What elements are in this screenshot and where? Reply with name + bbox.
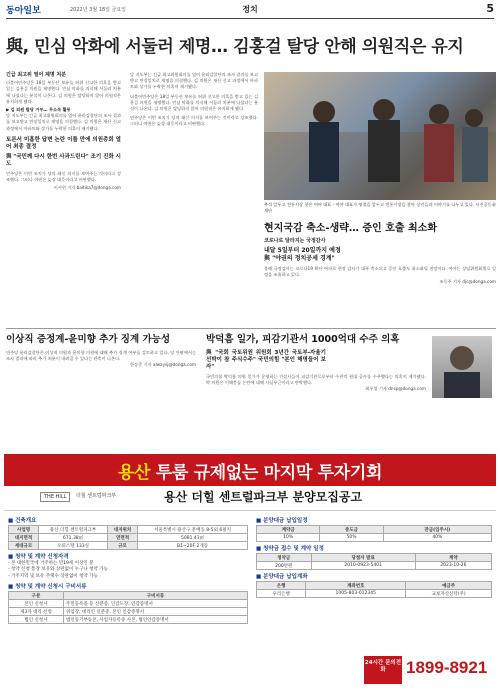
mid-byline: 조동주 기자 djc@donga.com <box>439 278 496 284</box>
issue-date: 2022년 3월 18일 금요일 <box>70 7 127 13</box>
table-row <box>9 616 248 624</box>
account-heading: ■ 분양대금 납입계좌 <box>256 574 308 580</box>
schedule-cell: 2010-0923-5401 <box>311 562 415 570</box>
account-header: 은행 <box>257 582 306 590</box>
bottom-mid-sub: 與 "국회 국토위원 위원회 3년간 국토부-자율기 선박이 참 주식수주" 국민의힘 "본인 해명들어 보자" <box>206 350 326 370</box>
page-number: 5 <box>486 2 494 15</box>
table-row <box>257 534 492 542</box>
table-row <box>257 590 492 598</box>
payment-heading: ■ 분양대금 납입일정 <box>256 518 308 524</box>
schedule-heading: ■ 청약금 접수 및 계약 일정 <box>256 546 324 552</box>
left-article <box>6 72 121 191</box>
schedule-cell: 200만원 <box>257 562 312 570</box>
ad-brand-name: 더힐 센트럴파크부 <box>76 493 117 499</box>
docs-header: 구분 <box>9 592 64 600</box>
section-name: 정치 <box>242 5 258 14</box>
bottom-left-byline: 한상준 기자 alwaysj@donga.com <box>130 362 196 368</box>
merit-item: - 본 대한민국에 거주하는 만19세 이상인 분 <box>8 561 94 566</box>
table-row <box>9 608 248 616</box>
merit-heading: ■ 청약 및 계약 신청자격 <box>8 554 69 560</box>
phone-box <box>364 652 496 688</box>
left-sub-1: ▶ 김 의원 탈당 거부… 무소속 활동 <box>6 107 71 113</box>
docs-header: 구비서류 <box>64 592 248 600</box>
table-row <box>9 542 248 550</box>
left-quote-2: 與 "국민께 다시 한번 사과드린다" 조기 진화 시도 <box>6 153 121 167</box>
account-cell: 우리은행 <box>257 590 306 598</box>
schedule-header: 계약 <box>415 554 491 562</box>
account-header: 예금주 <box>406 582 492 590</box>
docs-table <box>8 591 248 624</box>
mid-body: 올해 국정감사는 코로나19 확산 여파로 현장 감사가 대폭 축소되고 증인 호출도 최소화될 전망이다. 여야는 상임위원회별로 일정을 조율하고 있다. <box>264 266 496 278</box>
bottom-mid-article <box>206 334 426 393</box>
payment-cell: 40% <box>383 534 491 542</box>
account-header: 계좌번호 <box>306 582 406 590</box>
table-row <box>9 592 248 600</box>
photo-figures <box>264 72 496 200</box>
left-body-3: 민주당은 이번 조치가 당의 쇄신 의지를 보여주는 것이라고 강조했다. 그러나 야권은 늦장 대응이라고 비판했다. <box>6 170 121 183</box>
bottom-left-headline: 이상직 증정계-윤미향 추가 징계 가능성 <box>6 334 171 345</box>
ad-banner-main: 투룸 규제없는 마지막 투자기회 <box>155 463 383 483</box>
docs-cell: 법인등기부등본, 사업자등록증 사본, 법인인감증명서 <box>64 616 248 624</box>
docs-cell: 주민등록증 등 신분증, 인감도장, 인감증명서 <box>64 600 248 608</box>
payment-table <box>256 525 492 542</box>
payment-cell: 50% <box>320 534 383 542</box>
table-row <box>257 582 492 590</box>
merit-item: - 청약 신청 통장 보유와 상관없이 누구나 청약 가능 <box>8 567 109 573</box>
schedule-table <box>256 553 492 570</box>
ad-right-col <box>256 514 492 598</box>
left-kicker: 긴급 최고위 열어 제명 처분 <box>6 72 67 78</box>
table-row <box>257 554 492 562</box>
docs-heading: ■ 청약 및 계약 신청시 구비서류 <box>8 584 87 591</box>
table-row <box>257 562 492 570</box>
news-photo <box>264 72 496 200</box>
overview-cell: 대지면적 <box>9 534 39 542</box>
overview-cell: 사업명 <box>9 526 39 534</box>
main-headline: 與, 민심 악화에 서둘러 제명… 김홍걸 탈당 안해 의원직은 유지 <box>6 37 464 57</box>
payment-header: 중도금 <box>320 526 383 534</box>
real-estate-ad <box>4 454 496 689</box>
table-row <box>9 526 248 534</box>
payment-header: 잔금(입주시) <box>383 526 491 534</box>
bottom-mid-headline: 박덕흠 일가, 피감기관서 1000억대 수주 의혹 <box>206 334 400 345</box>
phone-label: 24시간 문의전화 <box>364 656 402 684</box>
overview-cell: B1~20F 2개동 <box>138 542 248 550</box>
account-cell: 교보자산신탁(주) <box>406 590 492 598</box>
schedule-cell: 2023-10-26 <box>415 562 491 570</box>
page-header <box>6 2 494 19</box>
bottom-left-article <box>6 334 196 369</box>
portrait-figure <box>432 336 492 398</box>
payment-header: 계약금 <box>257 526 320 534</box>
ad-banner-text <box>4 458 496 483</box>
overview-cell: 세대규모 <box>9 542 39 550</box>
ad-left-col <box>8 514 248 624</box>
left-quote-1: 토론서 미흡한 답변 논란 이틀 만에 의원총회 열어 최종 결정 <box>6 136 121 150</box>
docs-cell: 법인 신청시 <box>9 616 64 624</box>
bottom-mid-byline: 최우열 기자 dnsp@donga.com <box>365 386 426 392</box>
bottom-left-body: 민주당 윤리감찰단은 이상직 의원과 윤미향 의원에 대해 추가 징계 여부를 검토하고 있다. 당 안팎에서는 조사 결과에 따라 추가 처분이 내려질 수 있다는 관측이 나온다. <box>6 350 196 362</box>
portrait-photo <box>432 336 492 398</box>
overview-cell: 규모 <box>108 542 138 550</box>
ad-banner-highlight: 용산 <box>117 463 156 483</box>
docs-cell: 제3자 대리 신청 <box>9 608 64 616</box>
table-row <box>9 534 248 542</box>
schedule-header: 당첨자 발표 <box>311 554 415 562</box>
account-cell: 1005-803-012345 <box>306 590 406 598</box>
left-body-2: 당 지도부는 긴급 최고위원회의를 열어 윤리감찰단의 조사 결과를 보고받고 만장일치로 제명을 의결했다. 김 의원은 재산 신고 과정에서 아파트와 상가를 누락한 의혹이 제기됐다. <box>6 113 121 131</box>
newspaper-logo: 동아일보 <box>6 6 41 16</box>
overview-cell: 5081.41㎡ <box>138 534 248 542</box>
table-row <box>9 600 248 608</box>
mid-article <box>264 222 496 285</box>
payment-cell: 10% <box>257 534 320 542</box>
overview-heading: ■ 건축개요 <box>8 518 37 524</box>
overview-table <box>8 525 248 550</box>
mid-kicker: 코로나로 달라지는 국정감사 <box>264 238 326 244</box>
schedule-header: 청약금 <box>257 554 312 562</box>
mid-sub: 내달 5일부터 20일까지 예정 與 "야권의 정치공세 경계" <box>264 247 341 263</box>
left-byline: 이서현 기자 baltika7@donga.com <box>53 185 121 191</box>
mid-headline: 현지국감 축소-생략… 증인 호출 최소화 <box>264 223 437 234</box>
overview-cell: 오피스텔 133실 <box>39 542 108 550</box>
overview-cell: 서울특별시 용산구 문배동 8-5외 6필지 <box>138 526 248 534</box>
col2-text-2: 더불어민주당은 18일 부동산 보유를 허위 신고한 의혹을 받고 있는 김홍걸 의원을 제명했다. 민심 악화를 의식해 서둘러 처분에 나섰다는 분석이 나온다. 김 의원은 탈당하지 않아 의원직은 유지하게 됐다. <box>130 93 258 112</box>
photo-caption: 추석 앞두고 전통시장 찾은 여야 대표 - 여야 대표가 명절을 앞두고 전통시장을 찾아 상인들과 이야기를 나누고 있다. 사진공동취재단 <box>264 202 496 213</box>
overview-cell: 대지위치 <box>108 526 138 534</box>
bottom-mid-body: 국민의힘 박덕흠 의원 일가가 운영하는 건설사들이 피감기관으로부터 수천억 원대 공사를 수주했다는 의혹이 제기됐다. 박 의원은 이해충돌 논란에 대해 사실무근이라고 반박했다. <box>206 374 426 386</box>
col2-text-3: 민주당은 이번 조치가 당의 쇄신 의지를 보여주는 것이라고 강조했다. 그러나 야권은 늦장 대응이라고 비판했다. <box>130 115 258 127</box>
ad-subbar <box>4 486 496 511</box>
divider <box>6 328 496 329</box>
overview-cell: 671.38㎡ <box>39 534 108 542</box>
ad-subtitle: 용산 더힐 센트럴파크부 분양모집공고 <box>164 490 363 504</box>
ad-brand-tag: THE HILL <box>40 492 70 502</box>
account-table <box>256 581 492 598</box>
col2-text: 당 지도부는 긴급 최고위원회의를 열어 윤리감찰단의 조사 결과를 보고받고 만장일치로 제명을 의결했다. 김 의원은 재산 신고 과정에서 아파트와 상가를 누락한 의혹이 제기됐다. <box>130 72 258 90</box>
phone-number[interactable]: 1899-8921 <box>406 658 488 677</box>
col2-article <box>130 72 258 128</box>
overview-cell: 연면적 <box>108 534 138 542</box>
left-body-1: 더불어민주당은 18일 부동산 보유를 허위 신고한 의혹을 받고 있는 김홍걸 의원을 제명했다. 민심 악화를 의식해 서둘러 처분에 나섰다는 분석이 나온다. 김 의원은 탈당하지 않아 의원직은 유지하게 됐다. <box>6 80 121 104</box>
ad-banner <box>4 454 496 486</box>
merit-item: - 거주지역 및 보유 주택수 상관없이 청약 가능 <box>8 573 98 579</box>
table-row <box>257 526 492 534</box>
docs-cell: 위임장, 대리인 신분증, 본인 인감증명서 <box>64 608 248 616</box>
docs-cell: 본인 신청시 <box>9 600 64 608</box>
overview-cell: 용산 더힐 센트럴파크부 <box>39 526 108 534</box>
